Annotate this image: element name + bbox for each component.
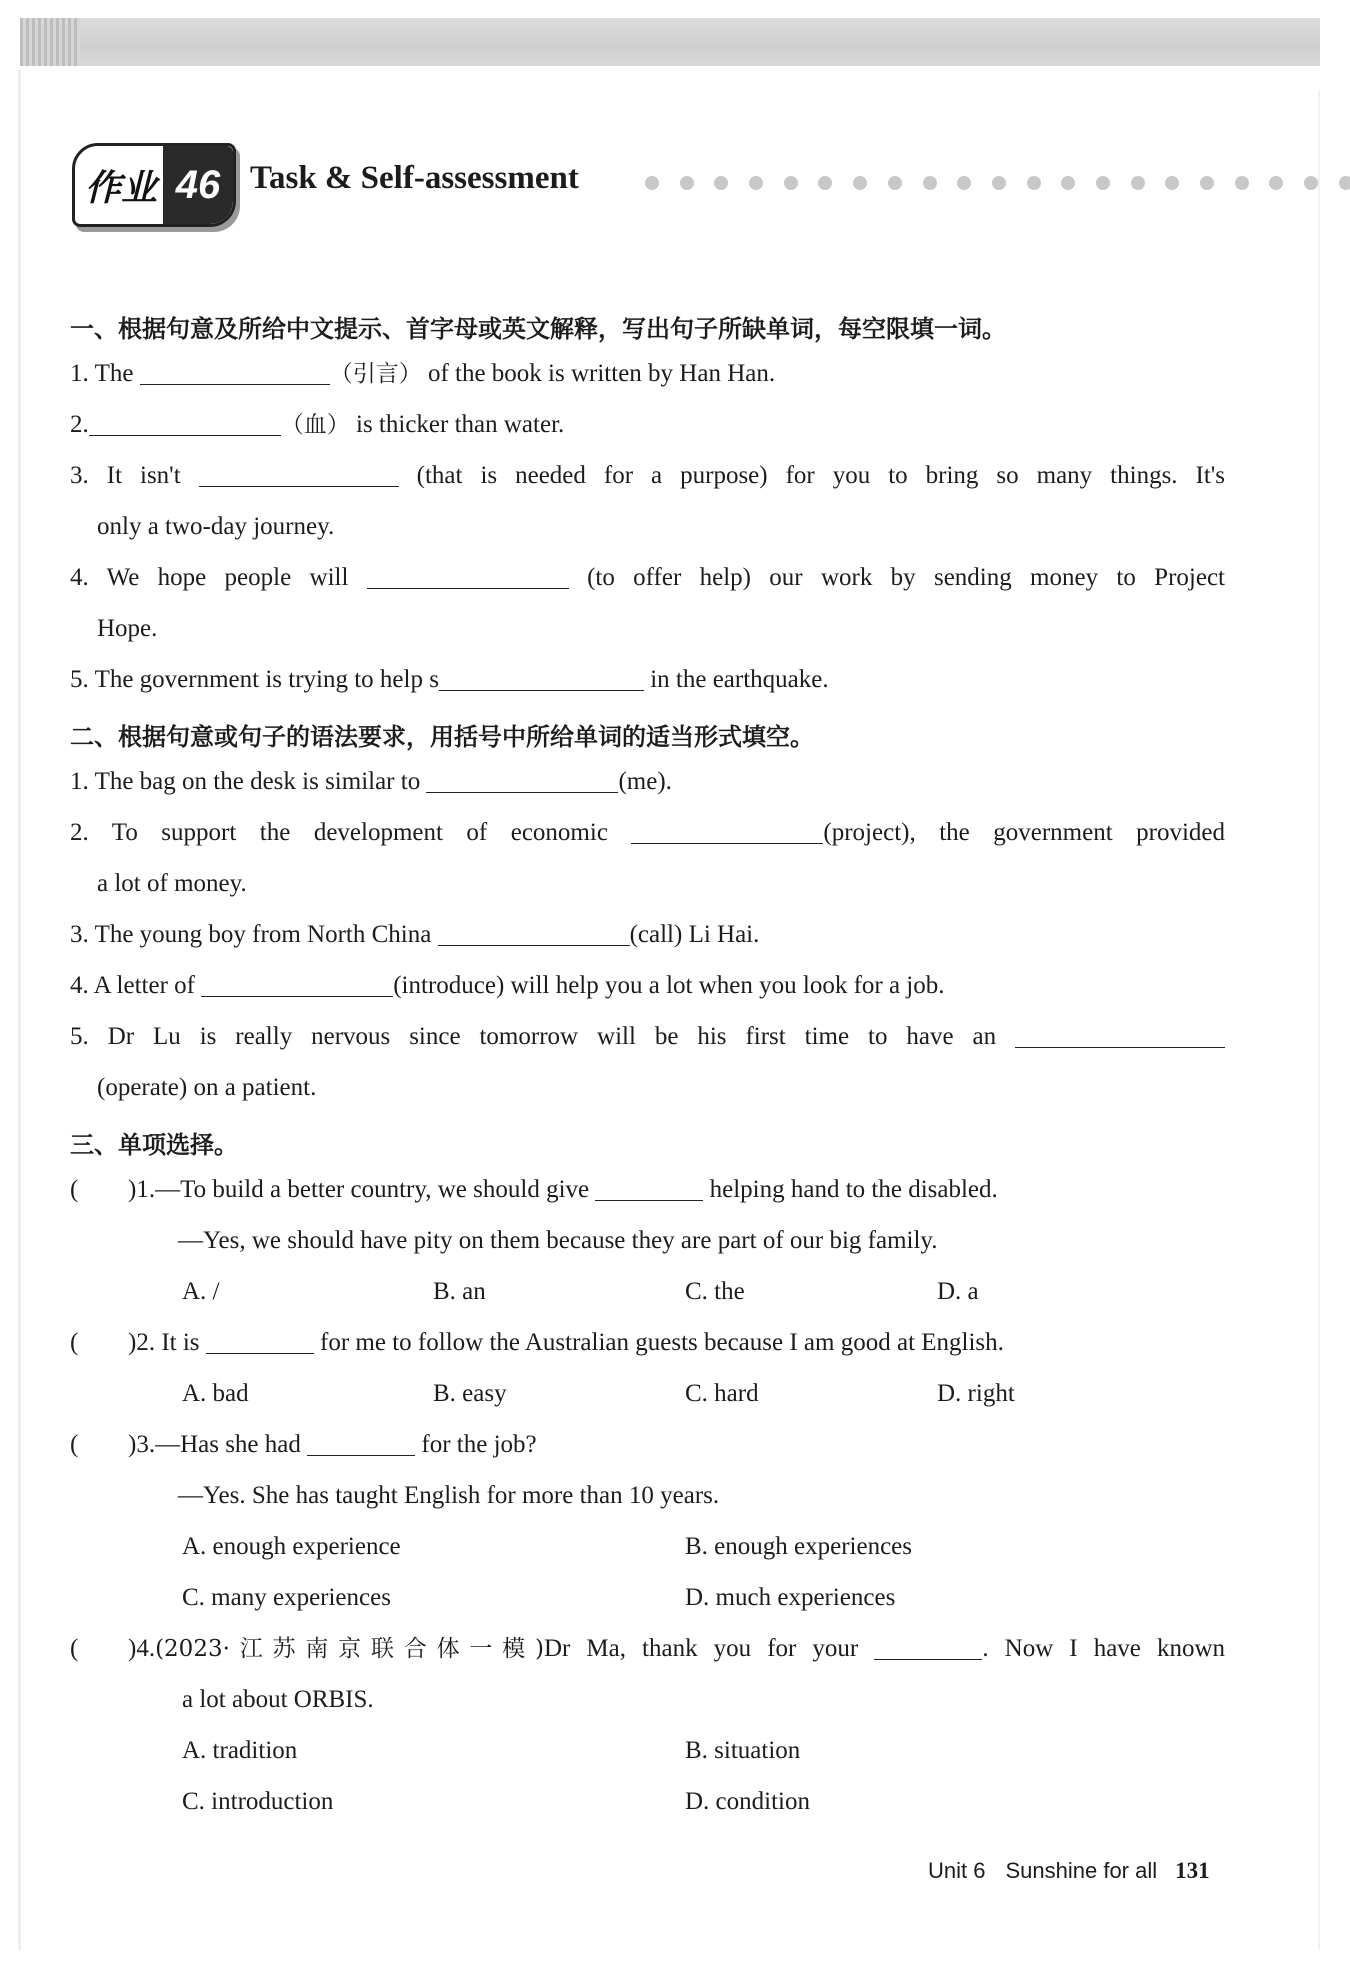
answer-blank[interactable] (206, 1327, 314, 1354)
s3-q2-option-b[interactable]: B. easy (433, 1380, 507, 1407)
s1-q5: 5. The government is trying to help s in the earthquake. (70, 666, 829, 693)
s2-q2-cont: a lot of money. (97, 870, 247, 897)
s1-q4-cont: Hope. (97, 615, 158, 642)
s2-q5-cont: (operate) on a patient. (97, 1074, 317, 1101)
section-1-heading: 一、根据句意及所给中文提示、首字母或英文解释，写出句子所缺单词，每空限填一词。 (70, 315, 1006, 343)
s3-q4: ( )4.(2023·江苏南京联合体一模)Dr Ma, thank you for your . Now I have known (70, 1635, 1225, 1662)
s2-q1: 1. The bag on the desk is similar to (me). (70, 768, 672, 795)
s2-q4: 4. A letter of (introduce) will help you a lot when you look for a job. (70, 972, 945, 999)
s3-q4-line2: a lot about ORBIS. (182, 1686, 374, 1713)
s3-q3: ( )3.—Has she had for the job? (70, 1431, 537, 1458)
s3-q3-option-d[interactable]: D. much experiences (685, 1584, 896, 1611)
s3-q1-option-b[interactable]: B. an (433, 1278, 486, 1305)
answer-blank[interactable] (874, 1633, 982, 1660)
s1-q1: 1. The （引言） of the book is written by Han Han. (70, 360, 776, 387)
s3-q1-option-a[interactable]: A. / (182, 1278, 220, 1305)
answer-blank[interactable] (89, 409, 281, 436)
answer-blank[interactable] (199, 460, 399, 487)
decorative-dots (645, 176, 1325, 192)
answer-blank[interactable] (438, 919, 630, 946)
answer-blank[interactable] (140, 358, 330, 385)
answer-blank[interactable] (439, 664, 644, 691)
answer-blank[interactable] (367, 562, 569, 589)
s3-q4-option-c[interactable]: C. introduction (182, 1788, 334, 1815)
section-3-heading: 三、单项选择。 (70, 1131, 238, 1159)
badge-number: 46 (163, 146, 233, 224)
s3-q1-option-c[interactable]: C. the (685, 1278, 745, 1305)
s3-q4-option-a[interactable]: A. tradition (182, 1737, 298, 1764)
s3-q1-option-d[interactable]: D. a (937, 1278, 979, 1305)
answer-blank[interactable] (631, 817, 823, 844)
s3-q2: ( )2. It is for me to follow the Australian guests because I am good at English. (70, 1329, 1004, 1356)
s3-q3-line2: —Yes. She has taught English for more than 10 years. (178, 1482, 720, 1509)
s3-q1-line2: —Yes, we should have pity on them because they are part of our big family. (178, 1227, 938, 1254)
top-banner (20, 18, 1320, 66)
answer-blank[interactable] (426, 766, 618, 793)
s1-q2: 2. （血） is thicker than water. (70, 411, 565, 438)
top-banner-hatch (20, 18, 80, 66)
s1-q3: 3. It isn't (that is needed for a purpose) for you to bring so many things. It's (70, 462, 1226, 489)
page-edge-right (1318, 90, 1320, 1950)
s2-q2: 2. To support the development of economic (project), the government provided (70, 819, 1225, 846)
s3-q1: ( )1.—To build a better country, we should give helping hand to the disabled. (70, 1176, 998, 1203)
footer-unit: Unit 6 (928, 1858, 986, 1883)
section-2-heading: 二、根据句意或句子的语法要求，用括号中所给单词的适当形式填空。 (70, 723, 814, 751)
s3-q3-option-c[interactable]: C. many experiences (182, 1584, 391, 1611)
s3-q2-option-a[interactable]: A. bad (182, 1380, 249, 1407)
page-number: 131 (1175, 1858, 1210, 1883)
s1-q4: 4. We hope people will (to offer help) our work by sending money to Project (70, 564, 1225, 591)
answer-blank[interactable] (595, 1174, 703, 1201)
s3-q2-option-c[interactable]: C. hard (685, 1380, 759, 1407)
s2-q5: 5. Dr Lu is really nervous since tomorrow will be his first time to have an (70, 1021, 1225, 1053)
s3-q3-option-a[interactable]: A. enough experience (182, 1533, 401, 1560)
page-edge-left (18, 70, 21, 1950)
s3-q2-option-d[interactable]: D. right (937, 1380, 1015, 1407)
s3-q4-option-d[interactable]: D. condition (685, 1788, 810, 1815)
question-source: (2023·江苏南京联合体一模) (155, 1636, 544, 1662)
page-footer (928, 1858, 1210, 1884)
s3-q4-option-b[interactable]: B. situation (685, 1737, 801, 1764)
footer-unit-title: Sunshine for all (1005, 1858, 1158, 1883)
answer-blank[interactable] (201, 970, 393, 997)
s3-q3-option-b[interactable]: B. enough experiences (685, 1533, 913, 1560)
homework-badge (72, 143, 236, 227)
s1-q3-cont: only a two-day journey. (97, 513, 335, 540)
answer-blank[interactable] (307, 1429, 415, 1456)
badge-label: 作业 (85, 168, 158, 209)
s2-q3: 3. The young boy from North China (call) Li Hai. (70, 921, 760, 948)
answer-blank[interactable] (1015, 1021, 1225, 1048)
page-title: Task & Self-assessment (250, 160, 579, 196)
